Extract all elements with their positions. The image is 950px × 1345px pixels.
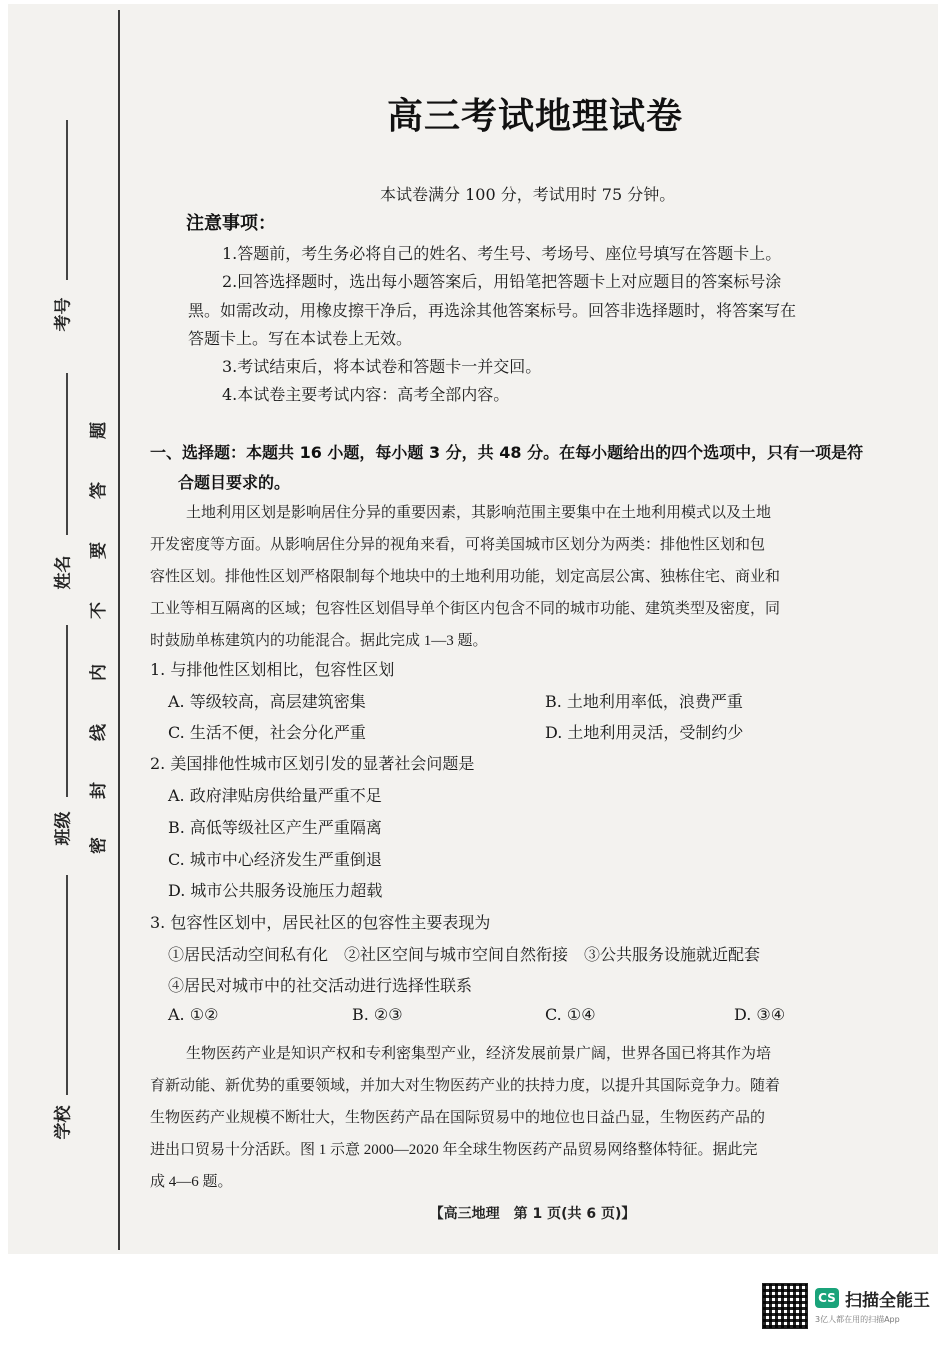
statement-line: ④居民对城市中的社交活动进行选择性联系	[168, 976, 473, 995]
option-c: C. 生活不便，社会分化严重	[168, 723, 366, 742]
exam-subtitle: 本试卷满分 100 分，考试用时 75 分钟。	[380, 185, 676, 204]
notice-line: 答题卡上。写在本试卷上无效。	[188, 329, 413, 348]
passage-line: 工业等相互隔离的区域；包容性区划倡导单个街区内包含不同的城市功能、建筑类型及密度，同	[150, 601, 781, 617]
page-title: 高三考试地理试卷	[386, 96, 683, 137]
section-heading-line: 合题目要求的。	[178, 473, 291, 492]
class-label: 班级	[53, 811, 74, 846]
seal-char: 封	[89, 782, 109, 799]
option-a: A. 政府津贴房供给量严重不足	[168, 786, 382, 805]
section-heading	[150, 438, 920, 498]
seal-char: 题	[89, 422, 109, 439]
page-footer: 【高三地理 第 1 页(共 6 页)】	[429, 1206, 636, 1222]
question-stem: 2. 美国排他性城市区划引发的显著社会问题是	[150, 754, 475, 773]
passage-line: 开发密度等方面。从影响居住分异的视角来看，可将美国城市区划分为两类：排他性区划和包	[150, 537, 766, 553]
class-line	[66, 625, 68, 797]
qr-code-icon	[762, 1283, 808, 1329]
passage-line: 成 4—6 题。	[150, 1174, 233, 1190]
notice-line: 1.答题前，考生务必将自己的姓名、考生号、考场号、座位号填写在答题卡上。	[222, 244, 782, 263]
option-c: C. ①④	[545, 1005, 596, 1024]
section-heading-line: 一、选择题：本题共 16 小题，每小题 3 分，共 48 分。在每小题给出的四个选项中，只有一项是符	[150, 443, 864, 462]
passage-line: 育新动能、新优势的重要领域，并加大对生物医药产业的扶持力度，以提升其国际竞争力。随着	[150, 1078, 781, 1094]
exam-number-label: 考号	[53, 297, 74, 332]
seal-char: 答	[89, 482, 109, 499]
school-line	[66, 875, 68, 1095]
statement-line: ①居民活动空间私有化 ②社区空间与城市空间自然衔接 ③公共服务设施就近配套	[168, 945, 761, 964]
school-label: 学校	[53, 1105, 74, 1140]
option-d: D. 城市公共服务设施压力超载	[168, 881, 383, 900]
exam-number-line	[66, 120, 68, 280]
option-a: A. ①②	[168, 1005, 219, 1024]
seal-char: 线	[89, 724, 109, 741]
name-label: 姓名	[53, 555, 74, 590]
passage-line: 时鼓励单栋建筑内的功能混合。据此完成 1—3 题。	[150, 633, 488, 649]
seal-char: 要	[89, 542, 109, 559]
passage-line: 土地利用区划是影响居住分异的重要因素，其影响范围主要集中在土地利用模式以及土地	[186, 505, 772, 521]
binding-line	[118, 10, 120, 1250]
seal-char: 不	[89, 602, 109, 619]
name-line	[66, 373, 68, 535]
notice-line: 3.考试结束后，将本试卷和答题卡一并交回。	[222, 357, 542, 376]
scanner-app-name: 扫描全能王	[845, 1291, 930, 1311]
passage-line: 生物医药产业规模不断壮大，生物医药产品在国际贸易中的地位也日益凸显，生物医药产品的	[150, 1110, 766, 1126]
seal-char: 密	[89, 837, 109, 854]
scanner-tagline: 3亿人都在用的扫描App	[815, 1315, 900, 1324]
notice-line: 2.回答选择题时，选出每小题答案后，用铅笔把答题卡上对应题目的答案标号涂	[222, 272, 782, 291]
passage-line: 进出口贸易十分活跃。图 1 示意 2000—2020 年全球生物医药产品贸易网络整体特征。据此完	[150, 1142, 758, 1158]
option-d: D. ③④	[734, 1005, 786, 1024]
notice-line: 4.本试卷主要考试内容：高考全部内容。	[222, 385, 510, 404]
notice-heading: 注意事项：	[186, 213, 276, 234]
option-d: D. 土地利用灵活，受制约少	[545, 723, 744, 742]
option-b: B. ②③	[352, 1005, 403, 1024]
passage-line: 生物医药产业是知识产权和专利密集型产业，经济发展前景广阔，世界各国已将其作为培	[186, 1046, 772, 1062]
question-stem: 1. 与排他性区划相比，包容性区划	[150, 660, 395, 679]
seal-char: 内	[89, 664, 109, 681]
option-b: B. 高低等级社区产生严重隔离	[168, 818, 382, 837]
camscanner-logo-icon: CS	[815, 1288, 839, 1308]
notice-line: 黑。如需改动，用橡皮擦干净后，再选涂其他答案标号。回答非选择题时，将答案写在	[188, 301, 797, 320]
question-stem: 3. 包容性区划中，居民社区的包容性主要表现为	[150, 913, 491, 932]
option-c: C. 城市中心经济发生严重倒退	[168, 850, 382, 869]
option-b: B. 土地利用率低，浪费严重	[545, 692, 743, 711]
passage-line: 容性区划。排他性区划严格限制每个地块中的土地利用功能，划定高层公寓、独栋住宅、商业和	[150, 569, 781, 585]
option-a: A. 等级较高，高层建筑密集	[168, 692, 366, 711]
